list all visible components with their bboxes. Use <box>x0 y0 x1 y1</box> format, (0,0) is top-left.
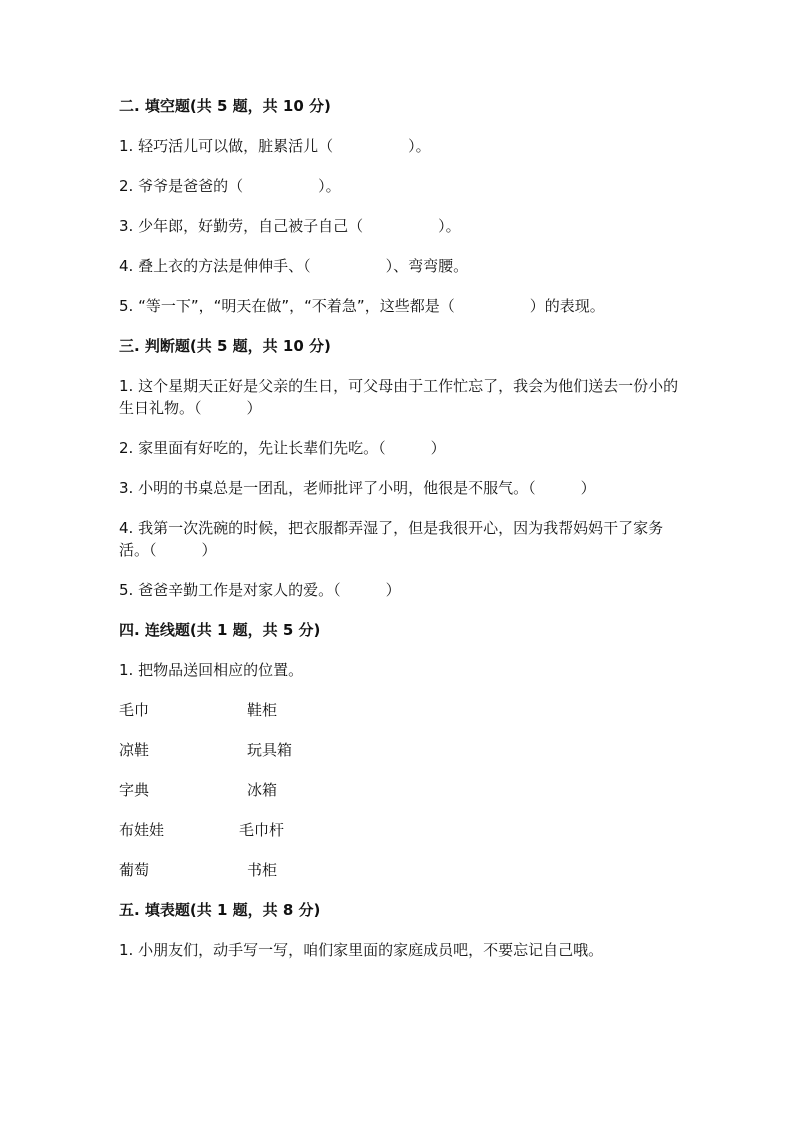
matching-pair-1 <box>119 699 679 721</box>
matching-item-left: 布娃娃 <box>119 821 165 839</box>
matching-item-right: 冰箱 <box>247 781 278 799</box>
matching-pair-2 <box>119 739 679 761</box>
fill-blank-question-2: 2. 爷爷是爸爸的（ ）。 <box>119 177 341 195</box>
matching-question: 1. 把物品送回相应的位置。 <box>119 661 304 679</box>
section-title-table: 五. 填表题(共 1 题，共 8 分) <box>119 901 321 919</box>
matching-item-left: 凉鞋 <box>119 741 150 759</box>
matching-pair-4 <box>119 819 679 841</box>
matching-item-left: 字典 <box>119 781 150 799</box>
matching-item-left: 葡萄 <box>119 861 150 879</box>
matching-item-right: 书柜 <box>247 861 278 879</box>
judge-question-2: 2. 家里面有好吃的，先让长辈们先吃。（ ） <box>119 439 446 457</box>
judge-question-5: 5. 爸爸辛勤工作是对家人的爱。（ ） <box>119 581 401 599</box>
matching-item-right: 玩具箱 <box>247 741 293 759</box>
fill-blank-question-3: 3. 少年郎，好勤劳，自己被子自己（ ）。 <box>119 217 461 235</box>
fill-blank-question-1: 1. 轻巧活儿可以做，脏累活儿（ ）。 <box>119 137 431 155</box>
matching-pair-3 <box>119 779 679 801</box>
section-title-matching: 四. 连线题(共 1 题，共 5 分) <box>119 621 321 639</box>
judge-question-1: 1. 这个星期天正好是父亲的生日，可父母由于工作忙忘了，我会为他们送去一份小的生日礼物。（ ） <box>119 377 679 417</box>
matching-item-right: 毛巾杆 <box>239 821 285 839</box>
matching-item-left: 毛巾 <box>119 701 150 719</box>
fill-blank-question-4: 4. 叠上衣的方法是伸伸手、（ ）、弯弯腰。 <box>119 257 469 275</box>
section-title-fill-blank: 二. 填空题(共 5 题，共 10 分) <box>119 97 331 115</box>
judge-question-3: 3. 小明的书桌总是一团乱，老师批评了小明，他很是不服气。（ ） <box>119 479 596 497</box>
section-title-judge: 三. 判断题(共 5 题，共 10 分) <box>119 337 331 355</box>
table-question: 1. 小朋友们，动手写一写，咱们家里面的家庭成员吧，不要忘记自己哦。 <box>119 941 604 959</box>
fill-blank-question-5: 5. “等一下”，“明天在做”，“不着急”，这些都是（ ）的表现。 <box>119 297 605 315</box>
worksheet-page <box>119 95 679 961</box>
judge-question-4: 4. 我第一次洗碗的时候，把衣服都弄湿了，但是我很开心，因为我帮妈妈干了家务活。（ ） <box>119 519 664 559</box>
matching-pair-5 <box>119 859 679 881</box>
matching-item-right: 鞋柜 <box>247 701 278 719</box>
